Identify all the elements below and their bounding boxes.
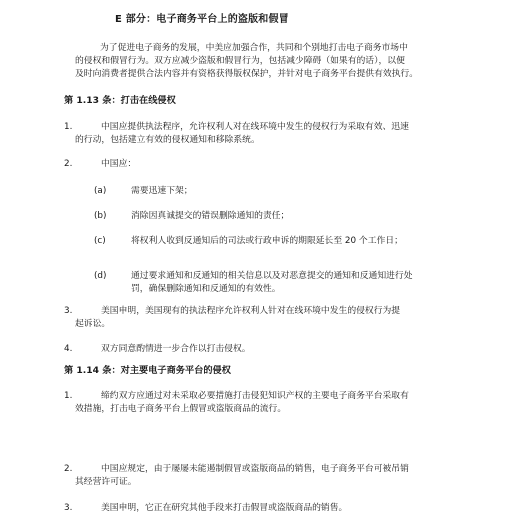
paragraph-line: 其经营许可证。 <box>75 477 137 487</box>
sub-item-label: (d) <box>94 271 107 281</box>
paragraph-line: 美国申明，它正在研究其他手段来打击假冒或盗版商品的销售。 <box>101 503 348 513</box>
intro-line: 为了促进电子商务的发展，中美应加强合作，共同和个别地打击电子商务市场中 <box>100 43 408 53</box>
item-number: 1. <box>64 391 73 401</box>
sub-item-label: (a) <box>94 186 107 196</box>
paragraph-line: 美国申明，美国现有的执法程序允许权利人针对在线环境中发生的侵权行为提 <box>101 306 401 316</box>
item-number: 3. <box>64 306 73 316</box>
paragraph-line: 中国应规定，由于屡屡未能遏制假冒或盗版商品的销售，电子商务平台可被吊销 <box>101 464 409 474</box>
paragraph-line: 缔约双方应通过对未采取必要措施打击侵犯知识产权的主要电子商务平台采取有 <box>101 391 409 401</box>
item-number: 4. <box>64 344 73 354</box>
intro-line: 的侵权和假冒行为。双方应减少盗版和假冒行为，包括减少障碍（如果有的话），以便 <box>75 56 405 66</box>
item-number: 1. <box>64 122 73 132</box>
section-title: E 部分：电子商务平台上的盗版和假冒 <box>115 14 289 25</box>
sub-item-label: (c) <box>94 236 106 246</box>
sub-item-text: 罚，确保删除通知和反通知的有效性。 <box>131 284 281 294</box>
article-1-13-title: 第 1.13 条：打击在线侵权 <box>64 95 176 106</box>
sub-item-text: 需要迅速下架； <box>131 186 193 196</box>
sub-item-text: 将权利人收到反通知后的司法或行政申诉的期限延长至 20 个工作日； <box>131 236 403 246</box>
item-number: 2. <box>64 159 73 169</box>
sub-item-text: 消除因真诚提交的错误删除通知的责任； <box>131 211 290 221</box>
sub-item-text: 通过要求通知和反通知的相关信息以及对恶意提交的通知和反通知进行处 <box>131 271 413 281</box>
paragraph-line: 的行动，包括建立有效的侵权通知和移除系统。 <box>75 135 260 145</box>
paragraph-line: 中国应提供执法程序，允许权利人对在线环境中发生的侵权行为采取有效、迅速 <box>101 122 409 132</box>
item-number: 2. <box>64 464 73 474</box>
item-number: 3. <box>64 503 73 513</box>
paragraph-line: 起诉讼。 <box>75 319 111 329</box>
article-1-14-title: 第 1.14 条：对主要电子商务平台的侵权 <box>64 365 231 376</box>
paragraph-line: 中国应： <box>101 159 137 169</box>
sub-item-label: (b) <box>94 211 107 221</box>
paragraph-line: 双方同意酌情进一步合作以打击侵权。 <box>101 344 251 354</box>
paragraph-line: 效措施，打击电子商务平台上假冒或盗版商品的流行。 <box>75 404 287 414</box>
intro-line: 及时向消费者提供合法内容并有资格获得版权保护，并针对电子商务平台提供有效执行。 <box>75 69 419 79</box>
